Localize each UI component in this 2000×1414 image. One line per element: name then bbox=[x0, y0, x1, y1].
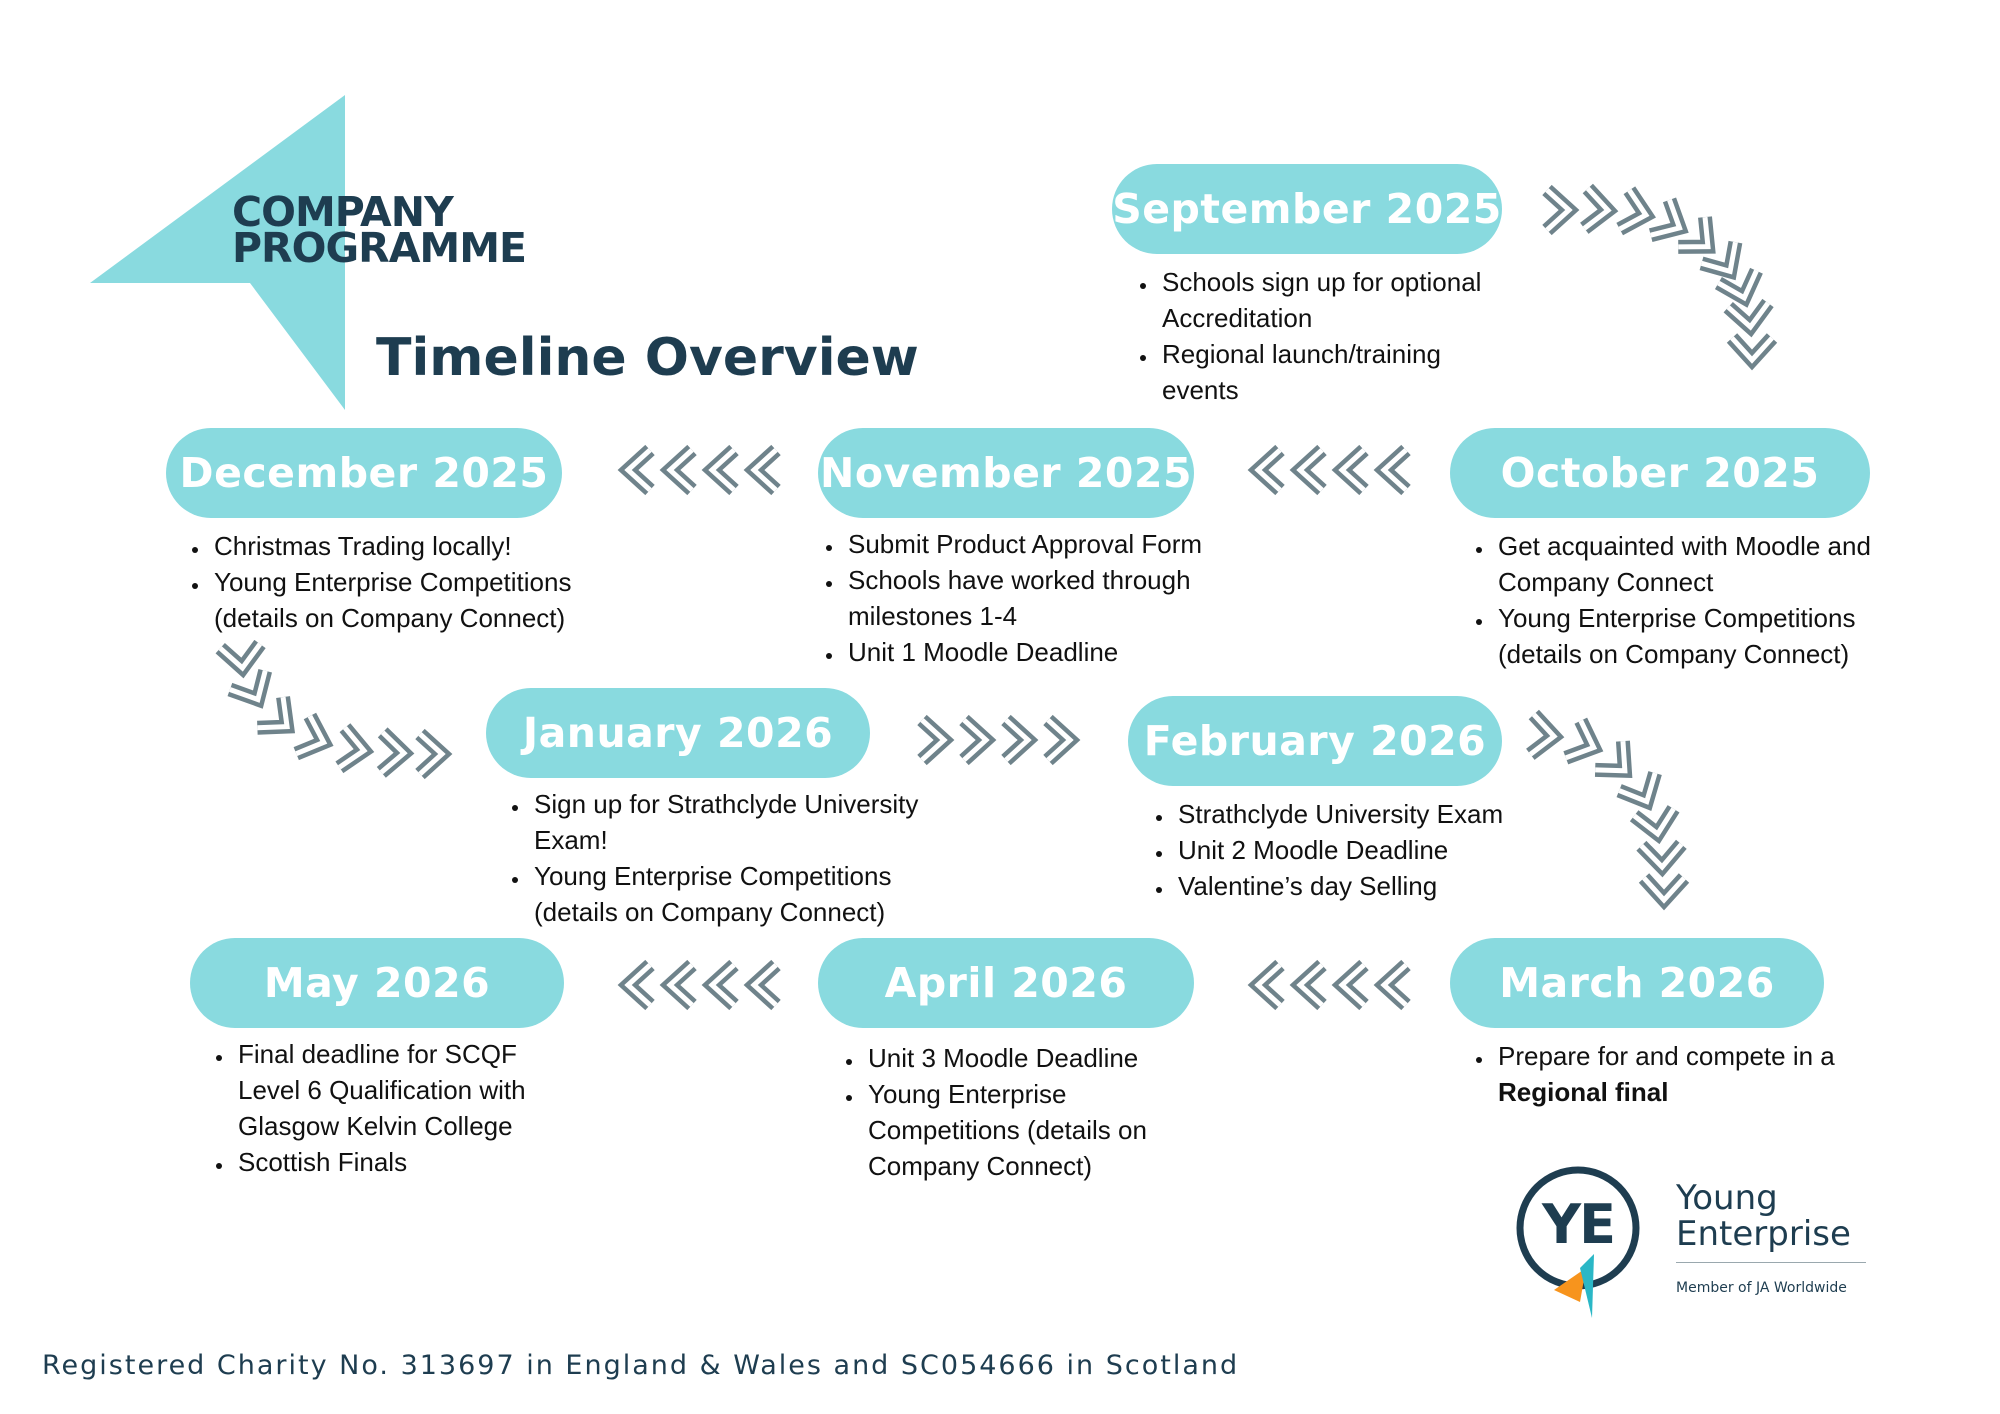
list-item: • Scottish Finals bbox=[234, 1144, 584, 1180]
december-items bbox=[172, 528, 610, 636]
november-items bbox=[806, 526, 1244, 670]
march-items bbox=[1456, 1038, 1874, 1110]
list-item: • Get acquainted with Moodle and Company Connect bbox=[1494, 528, 1894, 600]
list-item: • Unit 1 Moodle Deadline bbox=[844, 634, 1244, 670]
month-december: December 2025 bbox=[166, 428, 562, 518]
list-item: • Young Enterprise Competitions (details on Company Connect) bbox=[530, 858, 930, 930]
programme-title-line2: PROGRAMME bbox=[232, 224, 527, 272]
march-item-text: Prepare for and compete in a bbox=[1498, 1041, 1835, 1071]
month-october: October 2025 bbox=[1450, 428, 1870, 518]
january-items bbox=[492, 786, 930, 930]
logo-name-line1: Young bbox=[1676, 1178, 1778, 1218]
arrow-january-february bbox=[900, 710, 1100, 770]
logo-name-line2: Enterprise bbox=[1676, 1214, 1851, 1254]
month-april: April 2026 bbox=[818, 938, 1194, 1028]
logo-tagline: Member of JA Worldwide bbox=[1676, 1280, 1847, 1296]
logo-monogram: YE bbox=[1542, 1193, 1614, 1256]
april-items bbox=[826, 1040, 1194, 1184]
charity-footer: Registered Charity No. 313697 in England & Wales and SC054666 in Scotland bbox=[42, 1350, 1240, 1381]
month-february: February 2026 bbox=[1128, 696, 1502, 786]
list-item: • Unit 2 Moodle Deadline bbox=[1174, 832, 1574, 868]
list-item: • Young Enterprise Competitions (details on Company Connect) bbox=[864, 1076, 1194, 1184]
september-items bbox=[1120, 264, 1518, 408]
list-item: • Strathclyde University Exam bbox=[1174, 796, 1574, 832]
list-item: • Young Enterprise Competitions (details on Company Connect) bbox=[1494, 600, 1894, 672]
arrow-april-may bbox=[600, 955, 800, 1015]
arrow-march-april bbox=[1230, 955, 1430, 1015]
arrow-november-december bbox=[600, 440, 800, 500]
logo-divider bbox=[1676, 1262, 1866, 1263]
arrow-october-november bbox=[1230, 440, 1430, 500]
list-item: • Regional launch/training events bbox=[1158, 336, 1518, 408]
october-items bbox=[1456, 528, 1894, 672]
month-march: March 2026 bbox=[1450, 938, 1824, 1028]
list-item bbox=[1494, 1038, 1874, 1110]
month-may: May 2026 bbox=[190, 938, 564, 1028]
list-item: • Schools sign up for optional Accreditation bbox=[1158, 264, 1518, 336]
may-items bbox=[196, 1036, 584, 1180]
february-items bbox=[1136, 796, 1574, 904]
march-item-bold: Regional final bbox=[1498, 1077, 1669, 1107]
arrow-september-october bbox=[1500, 170, 1800, 410]
list-item: • Schools have worked through milestones 1-4 bbox=[844, 562, 1244, 634]
list-item: • Unit 3 Moodle Deadline bbox=[864, 1040, 1194, 1076]
list-item: • Submit Product Approval Form bbox=[844, 526, 1244, 562]
list-item: • Christmas Trading locally! bbox=[210, 528, 610, 564]
month-january: January 2026 bbox=[486, 688, 870, 778]
list-item: • Final deadline for SCQF Level 6 Qualification with Glasgow Kelvin College bbox=[234, 1036, 584, 1144]
month-november: November 2025 bbox=[818, 428, 1194, 518]
list-item: • Valentine’s day Selling bbox=[1174, 868, 1574, 904]
list-item: • Young Enterprise Competitions (details on Company Connect) bbox=[210, 564, 610, 636]
month-september: September 2025 bbox=[1112, 164, 1502, 254]
arrow-december-january bbox=[210, 640, 470, 780]
list-item: • Sign up for Strathclyde University Exam! bbox=[530, 786, 930, 858]
page-title: Timeline Overview bbox=[376, 328, 919, 388]
programme-title-line1: COMPANY bbox=[232, 188, 453, 236]
